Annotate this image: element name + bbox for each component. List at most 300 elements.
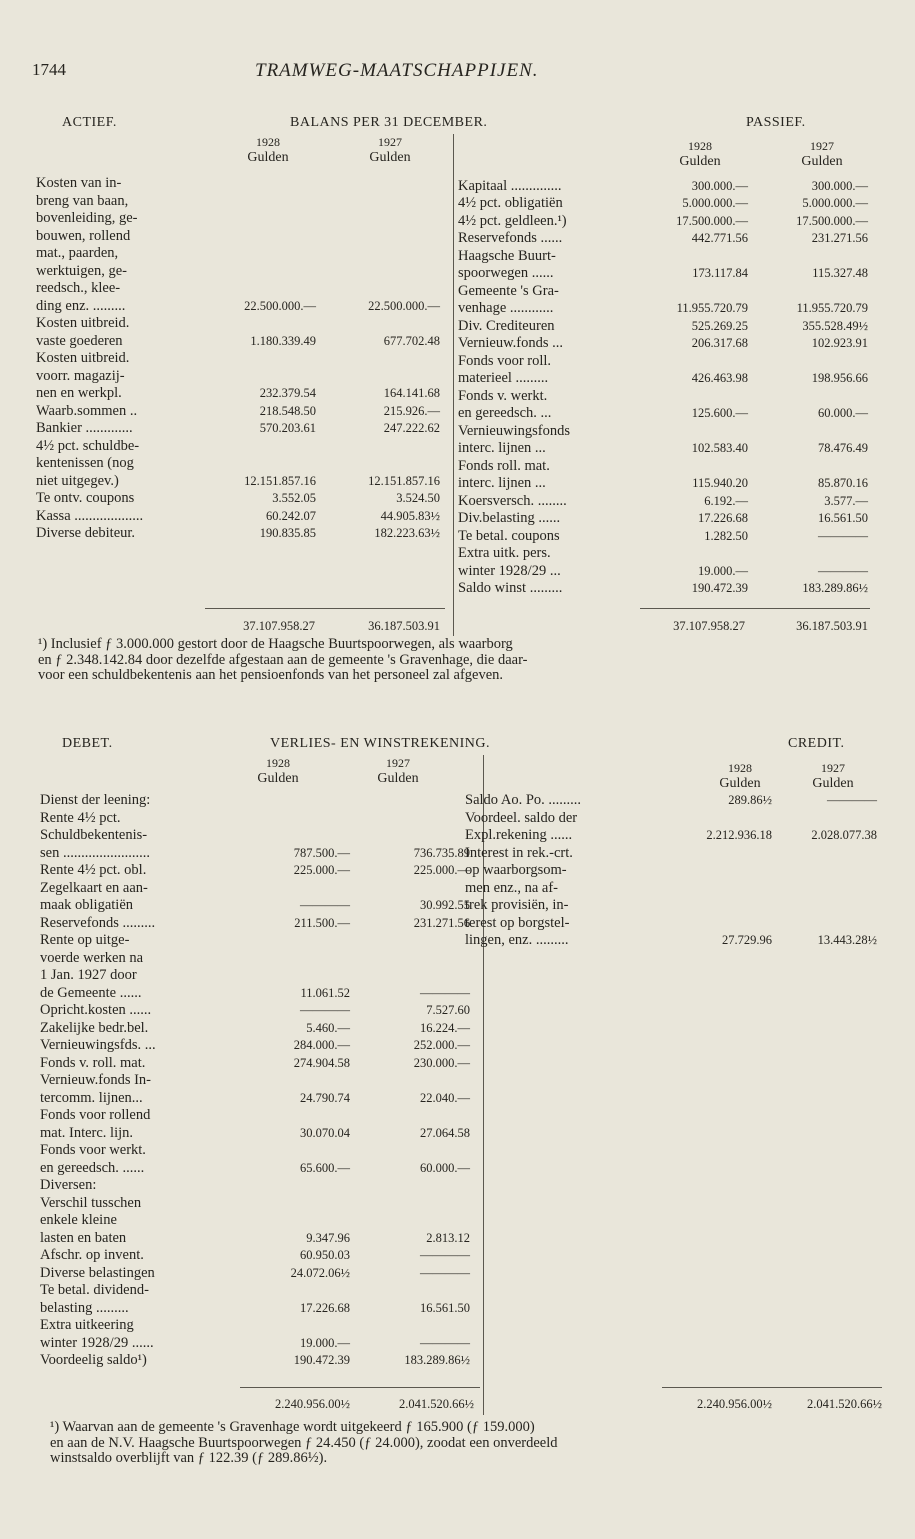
amount-1928: 19.000.— [300,1335,350,1350]
row-label: vaste goederen [36,332,123,349]
row-label: winter 1928/29 ... [458,562,561,579]
amount-1927: 30.992.55 [420,898,470,912]
amount-1927: 300.000.— [811,178,868,193]
ledger-row [458,230,868,248]
ledger-row [36,490,451,508]
row-label: Bankier ............. [36,420,133,436]
amount-1928: 17.226.68 [698,511,748,525]
year-label: 1928 [688,139,712,153]
balance-left-heading: ACTIEF. [62,115,117,130]
ledger-row [40,1317,480,1335]
amount-1928: 115.940.20 [692,476,748,490]
credit-total-1927: 2.041.520.66½ [807,1397,882,1411]
row-label: breng van baan, [36,192,129,209]
ledger-row [36,508,451,526]
row-label: interc. lijnen ... [458,475,546,491]
ledger-row [36,245,451,263]
amount-1927: 231.271.56 [413,915,470,930]
ledger-row [458,178,868,196]
amount-1927: 225.000.— [413,863,470,877]
amount-1928: 2.212.936.18 [706,828,772,842]
amount-1928: 60.242.07 [266,508,316,523]
ledger-row [458,475,868,493]
ledger-row [40,792,480,810]
amount-1927: 2.813.12 [426,1230,470,1245]
ledger-row [36,280,451,298]
liabilities-table [458,160,868,598]
row-label: Koersversch. ........ [458,492,567,509]
row-label: Vernieuw.fonds ... [458,335,563,351]
row-label: mat., paarden, [36,245,119,261]
row-label: Waarb.sommen .. [36,402,138,419]
amount-1928: 274.904.58 [293,1055,350,1070]
row-label: Opricht.kosten ...... [40,1002,152,1018]
ledger-row [458,195,868,213]
ledger-row [458,213,868,231]
footnote-line: voor een schuldbekentenis aan het pensioenfonds van het personeel zal afgeven. [38,667,504,683]
row-label: reedsch., klee- [36,280,121,296]
row-label: enkele kleine [40,1212,117,1228]
amount-1927: ———— [420,985,470,1000]
row-label: Diverse belastingen [40,1264,155,1281]
ledger-row [40,1195,480,1213]
row-label: en gereedsch. ... [458,405,552,421]
year-label: 1927 [821,761,845,775]
pl-debit-col-1927 [358,755,438,787]
ledger-row [40,1230,480,1248]
amount-1927: 231.271.56 [811,231,868,245]
ledger-row [36,385,451,403]
row-label: Verschil tusschen [40,1194,142,1211]
ledger-row [40,1212,480,1230]
amount-1927: 16.561.50 [420,1300,470,1315]
amount-1928: 12.151.857.16 [244,473,316,488]
amount-1927: 60.000.— [420,1160,470,1175]
row-label: ding enz. ......... [36,297,126,314]
row-label: Schuldbekentenis- [40,827,148,843]
ledger-row [40,880,480,898]
debit-total-rule [240,1387,480,1388]
row-label: lasten en baten [40,1229,127,1246]
ledger-row [458,405,868,423]
ledger-row [458,248,868,266]
ledger-row [40,1020,480,1038]
row-label: winter 1928/29 ...... [40,1334,154,1351]
ledger-row [458,510,868,528]
row-label: voorr. magazij- [36,367,125,384]
row-label: bouwen, rollend [36,227,131,244]
amount-1927: 182.223.63½ [374,526,440,540]
amount-1927: 102.923.91 [811,336,868,350]
row-label: terest op borgstel- [465,914,570,931]
row-label: belasting ......... [40,1299,129,1316]
amount-1927: 3.577.— [824,493,868,508]
amount-1928: 60.950.03 [300,1248,350,1262]
row-label: trek provisiën, in- [465,897,569,913]
row-label: spoorwegen ...... [458,265,554,281]
currency-label: Gulden [369,150,411,165]
row-label: Rente op uitge- [40,932,130,948]
row-label: Te ontv. coupons [36,490,135,506]
ledger-row [36,315,451,333]
amount-1927: 215.926.— [383,403,440,418]
ledger-row [40,1247,480,1265]
ledger-row [458,283,868,301]
balance-title: BALANS PER 31 DECEMBER. [290,115,488,130]
row-label: Haagsche Buurt- [458,247,556,264]
row-label: 1 Jan. 1927 door [40,967,137,983]
amount-1927: ———— [420,1335,470,1350]
ledger-row [458,580,868,598]
row-label: 4½ pct. obligatiën [458,195,563,211]
row-label: Reservefonds ...... [458,230,563,246]
ledger-row [40,1055,480,1073]
ledger-row [40,1037,480,1055]
row-label: bovenleiding, ge- [36,210,138,226]
ledger-row [458,440,868,458]
currency-label: Gulden [812,776,854,791]
row-label: tercomm. lijnen... [40,1089,143,1106]
row-label: Vernieuw.fonds In- [40,1072,152,1088]
ledger-row [36,210,451,228]
assets-total-1928: 37.107.958.27 [243,619,315,633]
row-label: werktuigen, ge- [36,262,127,279]
amount-1928: 190.472.39 [691,581,748,595]
row-label: Voordeel. saldo der [465,809,578,826]
year-label: 1928 [256,135,280,149]
amount-1927: 85.870.16 [818,476,868,490]
assets-table [36,175,451,543]
ledger-row [36,420,451,438]
footnote-line: ¹) Waarvan aan de gemeente 's Gravenhage wordt uitgekeerd ƒ 165.900 (ƒ 159.000) [50,1419,535,1435]
amount-1928: 232.379.54 [259,386,316,400]
ledger-row [40,1142,480,1160]
amount-1927: 247.222.62 [383,421,440,435]
row-label: Gemeente 's Gra- [458,282,559,299]
row-label: Rente 4½ pct. obl. [40,862,147,878]
debit-total-1928: 2.240.956.00½ [275,1397,350,1411]
row-label: interc. lijnen ... [458,440,546,456]
year-label: 1927 [810,139,834,153]
amount-1928: ———— [300,1003,350,1017]
amount-1928: 19.000.— [698,563,748,578]
currency-label: Gulden [679,154,721,169]
row-label: Fonds roll. mat. [458,457,550,474]
amount-1928: 218.548.50 [259,403,316,418]
year-label: 1928 [728,761,752,775]
amount-1927: 13.443.28½ [817,933,877,947]
ledger-row [458,265,868,283]
ledger-row [40,1107,480,1125]
amount-1928: 225.000.— [293,863,350,877]
ledger-row [465,880,875,898]
amount-1927: 183.289.86½ [802,581,868,595]
assets-total-rule [205,608,445,609]
amount-1928: 1.180.339.49 [250,333,316,348]
row-label: Fonds v. roll. mat. [40,1054,146,1071]
amount-1928: ———— [300,898,350,912]
assets-total-1927: 36.187.503.91 [368,619,440,633]
ledger-row [458,563,868,581]
currency-label: Gulden [247,150,289,165]
row-label: Diverse debiteur. [36,525,136,541]
ledger-row [36,193,451,211]
row-label: Kassa ................... [36,507,144,524]
amount-1928: 5.000.000.— [682,196,748,210]
pl-footnote [50,1420,558,1467]
ledger-row [36,438,451,456]
amount-1927: 677.702.48 [383,333,440,348]
ledger-row [40,1177,480,1195]
amount-1928: 570.203.61 [259,421,316,435]
amount-1928: 5.460.— [306,1020,350,1035]
row-label: maak obligatiën [40,897,134,913]
amount-1928: 525.269.25 [691,318,748,333]
row-label: Voordeelig saldo¹) [40,1352,147,1368]
ledger-row [40,1125,480,1143]
debit-total-1927: 2.041.520.66½ [399,1397,474,1411]
currency-label: Gulden [719,776,761,791]
debit-table [40,792,480,1370]
footnote-line: ¹) Inclusief ƒ 3.000.000 gestort door de Haagsche Buurtspoorwegen, als waarborg [38,636,513,652]
row-label: Fonds voor rollend [40,1107,151,1123]
row-label: kentenissen (nog [36,455,134,471]
ledger-row [40,862,480,880]
row-label: Fonds voor werkt. [40,1142,146,1158]
row-label: mat. Interc. lijn. [40,1124,134,1141]
row-label: Vernieuwingsfds. ... [40,1037,156,1053]
amount-1928: 173.117.84 [692,266,748,280]
currency-label: Gulden [257,771,299,786]
row-label: Rente 4½ pct. [40,809,121,826]
amount-1927: ———— [818,563,868,578]
ledger-row [465,810,875,828]
ledger-row [40,1160,480,1178]
ledger-row [465,827,875,845]
ledger-row [458,388,868,406]
ledger-row [40,845,480,863]
row-label: Div. Crediteuren [458,317,555,334]
amount-1927: ———— [818,528,868,543]
ledger-row [458,160,868,178]
amount-1928: 22.500.000.— [244,298,316,313]
amount-1927: 22.040.— [420,1090,470,1105]
amount-1928: 30.070.04 [300,1125,350,1140]
liabilities-total-1927: 36.187.503.91 [796,619,868,633]
row-label: Zegelkaart en aan- [40,879,148,896]
ledger-row [36,455,451,473]
amount-1928: 787.500.— [293,845,350,860]
ledger-row [36,525,451,543]
year-label: 1928 [266,756,290,770]
ledger-row [40,1300,480,1318]
row-label: venhage ............ [458,300,554,316]
amount-1927: 115.327.48 [812,266,868,280]
amount-1927: 44.905.83½ [380,508,440,523]
amount-1928: 24.072.06½ [290,1265,350,1280]
row-label: Saldo Ao. Po. ......... [465,792,582,808]
amount-1927: 60.000.— [818,406,868,420]
ledger-row [465,862,875,880]
footnote-line: en aan de N.V. Haagsche Buurtspoorwegen ƒ 24.450 (ƒ 24.000), zoodat een onverdeeld [50,1434,558,1451]
row-label: lingen, enz. ......... [465,932,569,948]
ledger-row [40,897,480,915]
amount-1927: ———— [420,1265,470,1280]
balance-assets-col-1927 [350,134,430,166]
footnote-line: winstsaldo overblijft van ƒ 122.39 (ƒ 289.86½). [50,1450,328,1466]
ledger-row [40,985,480,1003]
ledger-row [458,318,868,336]
ledger-row [40,1090,480,1108]
pl-left-heading: DEBET. [62,736,113,751]
amount-1928: 3.552.05 [272,491,316,505]
running-head: TRAMWEG-MAATSCHAPPIJEN. [255,60,539,81]
ledger-row [40,1002,480,1020]
ledger-row [465,792,875,810]
amount-1927: 198.956.66 [811,371,868,385]
amount-1927: 183.289.86½ [404,1353,470,1367]
amount-1928: 190.835.85 [259,526,316,540]
row-label: Te betal. dividend- [40,1282,149,1298]
row-label: Diversen: [40,1177,97,1193]
row-label: voerde werken na [40,949,144,966]
pl-credit-col-1927 [793,760,873,792]
ledger-row [458,528,868,546]
ledger-row [36,403,451,421]
row-label: Kosten uitbreid. [36,315,130,331]
row-label: Saldo winst ......... [458,580,563,596]
ledger-row [40,1282,480,1300]
year-label: 1927 [386,756,410,770]
ledger-row [40,915,480,933]
amount-1927: 27.064.58 [420,1125,470,1140]
ledger-row [36,333,451,351]
liabilities-total-1928: 37.107.958.27 [673,619,745,633]
amount-1928: 125.600.— [691,406,748,420]
amount-1928: 6.192.— [704,493,748,508]
ledger-row [36,473,451,491]
ledger-row [458,493,868,511]
ledger-row [36,350,451,368]
row-label: 4½ pct. schuldbe- [36,437,140,454]
ledger-row [458,423,868,441]
row-label: Expl.rekening ...... [465,827,573,843]
amount-1927: 16.224.— [420,1020,470,1035]
row-label: Dienst der leening: [40,792,151,808]
ledger-row [40,1072,480,1090]
currency-label: Gulden [801,154,843,169]
row-label: materieel ......... [458,370,549,386]
ledger-row [458,458,868,476]
row-label: men enz., na af- [465,879,558,896]
amount-1928: 300.000.— [691,178,748,193]
amount-1927: ———— [827,793,877,807]
amount-1927: 736.735.89 [413,845,470,860]
liabilities-total-rule [640,608,870,609]
amount-1927: 5.000.000.— [802,196,868,210]
row-label: Interest in rek.-crt. [465,844,573,861]
amount-1928: 9.347.96 [306,1230,350,1245]
row-label: de Gemeente ...... [40,984,142,1001]
ledger-row [465,932,875,950]
row-label: 4½ pct. geldleen.¹) [458,212,567,229]
amount-1927: 11.955.720.79 [796,301,868,315]
row-label: sen ........................ [40,844,150,861]
balance-assets-col-1928 [228,134,308,166]
row-label: op waarborgsom- [465,862,567,878]
amount-1928: 11.061.52 [300,985,350,1000]
amount-1927: ———— [420,1248,470,1262]
amount-1928: 11.955.720.79 [676,301,748,315]
ledger-row [40,1265,480,1283]
ledger-row [40,1335,480,1353]
ledger-row [40,827,480,845]
ledger-row [465,845,875,863]
pl-title: VERLIES- EN WINSTREKENING. [270,736,490,751]
amount-1928: 426.463.98 [691,371,748,385]
balance-right-heading: PASSIEF. [746,115,806,130]
ledger-row [40,950,480,968]
amount-1928: 1.282.50 [704,528,748,543]
row-label: Kapitaal .............. [458,177,562,194]
ledger-row [458,300,868,318]
amount-1927: 230.000.— [413,1055,470,1070]
ledger-row [40,932,480,950]
row-label: Div.belasting ...... [458,510,561,526]
ledger-row [36,228,451,246]
row-label: Vernieuwingsfonds [458,422,570,439]
amount-1928: 442.771.56 [691,231,748,245]
row-label: Zakelijke bedr.bel. [40,1019,149,1036]
amount-1927: 164.141.68 [383,386,440,400]
amount-1927: 7.527.60 [426,1003,470,1017]
amount-1928: 211.500.— [294,915,350,930]
amount-1927: 252.000.— [413,1038,470,1052]
amount-1928: 24.790.74 [300,1090,350,1105]
amount-1927: 3.524.50 [396,491,440,505]
amount-1928: 190.472.39 [293,1353,350,1367]
ledger-row [458,370,868,388]
amount-1927: 12.151.857.16 [368,473,440,488]
amount-1927: 2.028.077.38 [811,828,877,842]
amount-1927: 22.500.000.— [368,298,440,313]
row-label: nen en werkpl. [36,385,122,401]
amount-1928: 289.86½ [728,793,772,807]
row-label: Fonds v. werkt. [458,387,548,404]
amount-1927: 78.476.49 [818,441,868,455]
row-label: Extra uitk. pers. [458,545,551,561]
ledger-row [458,353,868,371]
amount-1928: 17.500.000.— [676,213,748,228]
row-label: niet uitgegev.) [36,472,119,489]
credit-table [465,792,875,950]
ledger-row [40,967,480,985]
amount-1927: 355.528.49½ [802,318,868,333]
amount-1928: 206.317.68 [691,336,748,350]
row-label: Kosten van in- [36,175,122,191]
ledger-row [465,915,875,933]
amount-1928: 17.226.68 [300,1300,350,1315]
pl-right-heading: CREDIT. [788,736,845,751]
amount-1928: 102.583.40 [691,441,748,455]
amount-1927: 17.500.000.— [796,213,868,228]
footnote-line: en ƒ 2.348.142.84 door dezelfde afgestaan aan de gemeente 's Gravenhage, die daar- [38,651,528,668]
balance-divider [453,134,454,636]
ledger-row [36,175,451,193]
row-label: Afschr. op invent. [40,1247,144,1263]
row-label: Reservefonds ......... [40,914,156,931]
row-label: en gereedsch. ...... [40,1159,145,1176]
